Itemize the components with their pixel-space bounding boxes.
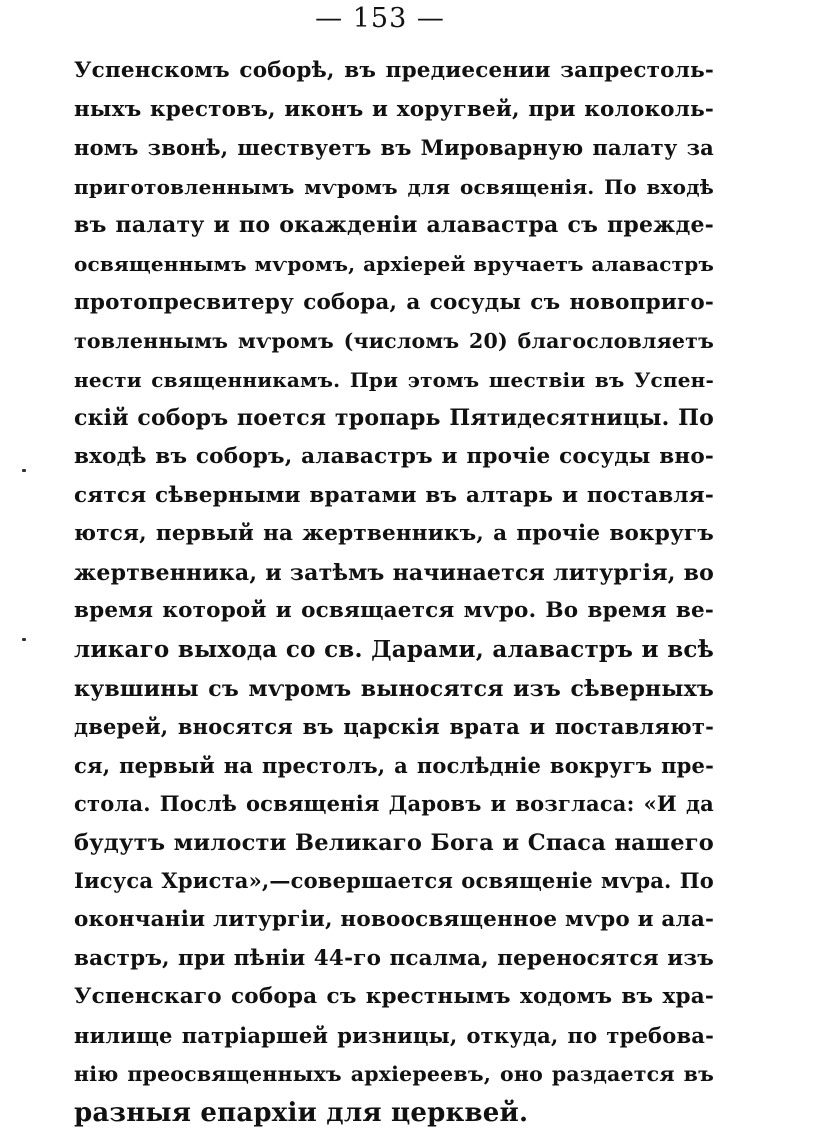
text-line: Іисуса Христа»,—совершается освященіе мѵра. По bbox=[74, 868, 714, 894]
text-line: стола. Послѣ освященія Даровъ и возгласа: «И да bbox=[74, 791, 714, 817]
body-text bbox=[74, 52, 714, 1133]
text-line: Успенскомъ соборѣ, въ предиесении запрестоль- bbox=[74, 58, 714, 83]
text-line: окончаніи литургіи, новоосвященное мѵро и ала- bbox=[74, 907, 715, 933]
margin-speck bbox=[22, 469, 26, 472]
text-line: нію преосвященныхъ архіереевъ, оно раздается въ bbox=[74, 1062, 714, 1087]
text-line: ся, первый на престолъ, а послѣдніе вокругъ пре- bbox=[74, 752, 714, 778]
text-line: освященнымъ мѵромъ, архіерей вручаетъ алавастръ bbox=[74, 251, 714, 276]
text-line: время которой и освящается мѵро. Во время ве- bbox=[74, 598, 714, 624]
text-line: сятся сѣверными вратами въ алтарь и поставля- bbox=[74, 482, 714, 508]
text-line: номъ звонѣ, шествуетъ въ Мироварную палату за bbox=[74, 135, 714, 161]
text-line: ликаго выхода со св. Дарами, алавастръ и всѣ bbox=[74, 635, 714, 663]
text-line: дверей, вносятся въ царскія врата и поставляют- bbox=[74, 714, 714, 740]
text-line: кувшины съ мѵромъ выносятся изъ сѣверныхъ bbox=[74, 675, 714, 702]
text-line: скій соборъ поется тропарь Пятидесятницы. По bbox=[74, 405, 714, 432]
page-number: — 153 — bbox=[315, 3, 445, 34]
text-line: вастръ, при пѣніи 44-го псалма, переносятся изъ bbox=[74, 945, 714, 971]
text-line: въ палату и по окажденіи алавастра съ прежде- bbox=[74, 212, 714, 239]
text-line: нести священникамъ. При этомъ шествіи въ Успен- bbox=[74, 367, 714, 392]
text-line: приготовленнымъ мѵромъ для освященія. По входѣ bbox=[74, 174, 714, 199]
text-line: товленнымъ мѵромъ (числомъ 20) благословляетъ bbox=[74, 329, 714, 354]
text-line: ются, первый на жертвенникъ, а прочіе вокругъ bbox=[74, 521, 714, 547]
text-line: будутъ милости Великаго Бога и Спаса нашего bbox=[74, 829, 714, 856]
text-line: разныя епархіи для церквей. bbox=[74, 1098, 529, 1129]
margin-speck bbox=[22, 638, 26, 641]
text-line: нилище патріаршей ризницы, откуда, по требова- bbox=[74, 1022, 714, 1048]
text-line: ныхъ крестовъ, иконъ и хоругвей, при колоколь- bbox=[74, 96, 714, 122]
text-line: жертвенника, и затѣмъ начинается литургія, во bbox=[74, 559, 714, 586]
text-line: входѣ въ соборъ, алавастръ и прочіе сосуды вно- bbox=[74, 443, 714, 469]
text-line: протопресвитеру собора, а сосуды съ новоприго- bbox=[74, 289, 714, 315]
text-line: Успенскаго собора съ крестнымъ ходомъ въ хра- bbox=[74, 984, 714, 1010]
